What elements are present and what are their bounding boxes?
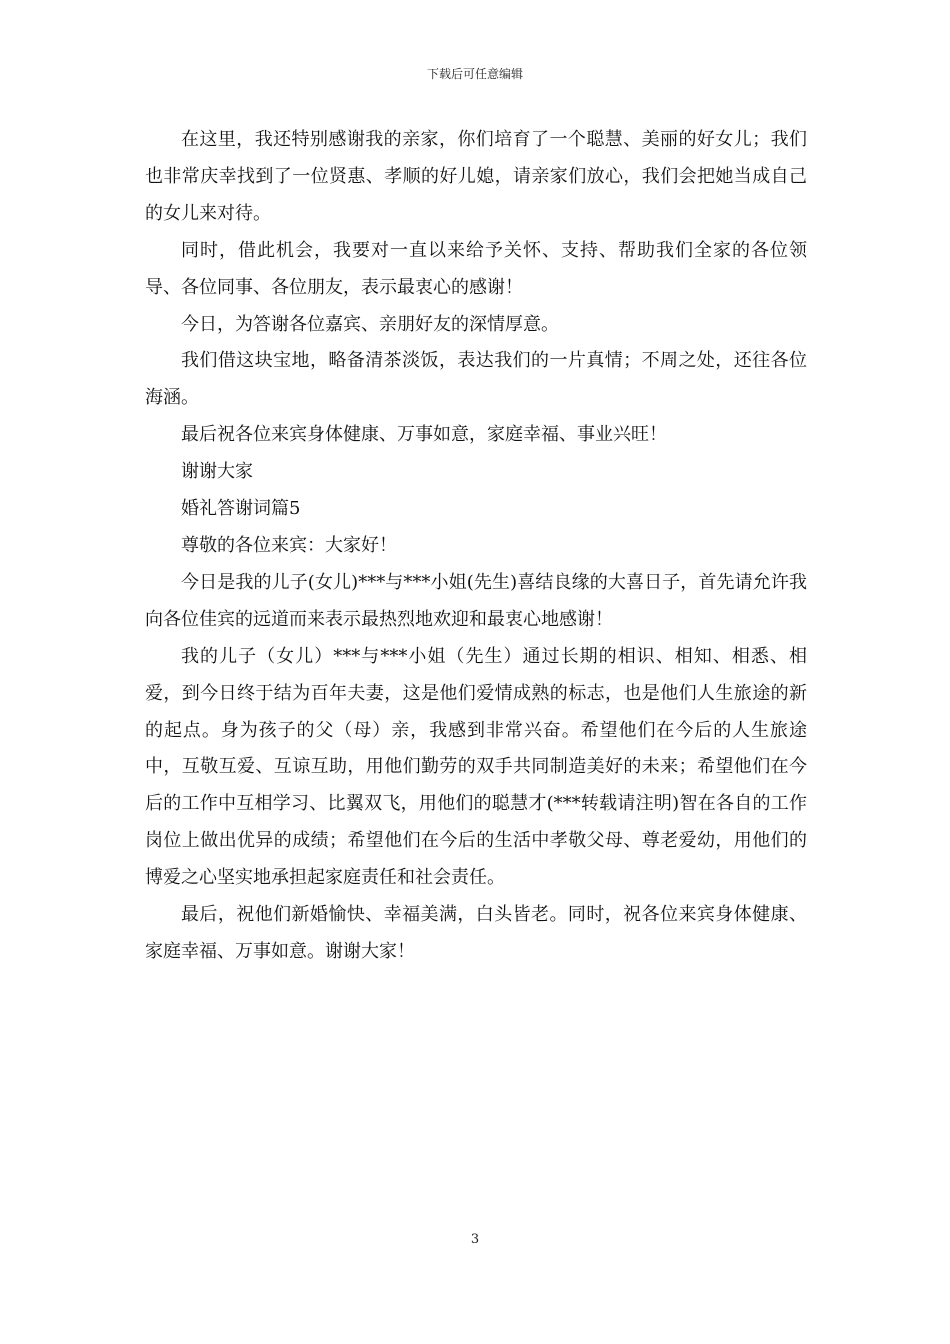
- paragraph-best-wishes: 最后祝各位来宾身体健康、万事如意，家庭幸福、事业兴旺！: [181, 424, 667, 446]
- paragraph-thanks-guests: 今日，为答谢各位嘉宾、亲朋好友的深情厚意。: [181, 313, 559, 335]
- page-number: 3: [470, 1232, 480, 1247]
- paragraph-wishes-for-couple: 我的儿子（女儿）***与***小姐（先生）通过长期的相识、相知、相悉、相爱，到今日终于结为百年夫妻，这是他们爱情成熟的标志，也是他们人生旅途的新的起点。身为孩子的父（母）亲，我感到非常兴奋。希望他们在今后的人生旅途中，互敬互爱、互谅互助，用他们勤劳的双手共同制造美好的未来；希望他们在今后的工作中互相学习、比翼双飞，用他们的聪慧才(***转载请注明)智在各自的工作岗位上做出优异的成绩；希望他们在今后的生活中孝敬父母、尊老爱幼，用他们的博爱之心坚实地承担起家庭责任和社会责任。: [145, 645, 807, 889]
- paragraph-closing: 最后，祝他们新婚愉快、幸福美满，白头皆老。同时，祝各位来宾身体健康、家庭幸福、万事如意。谢谢大家！: [145, 904, 807, 962]
- document-body: [145, 122, 807, 971]
- paragraph-thank-you: 谢谢大家: [181, 461, 253, 483]
- paragraph-greeting: 尊敬的各位来宾：大家好！: [181, 534, 397, 556]
- paragraph-thanks-colleagues: 同时，借此机会，我要对一直以来给予关怀、支持、帮助我们全家的各位领导、各位同事、各位朋友，表示最衷心的感谢！: [145, 239, 807, 298]
- paragraph-banquet: 我们借这块宝地，略备清茶淡饭，表达我们的一片真情；不周之处，还往各位海涵。: [145, 350, 807, 409]
- page-header: 下载后可任意编辑: [426, 67, 523, 81]
- paragraph-welcome: 今日是我的儿子(女儿)***与***小姐(先生)喜结良缘的大喜日子，首先请允许我向各位佳宾的远道而来表示最热烈地欢迎和最衷心地感谢！: [145, 571, 807, 630]
- paragraph-thanks-in-laws: 在这里，我还特别感谢我的亲家，你们培育了一个聪慧、美丽的好女儿；我们也非常庆幸找到了一位贤惠、孝顺的好儿媳，请亲家们放心，我们会把她当成自己的女儿来对待。: [145, 129, 807, 224]
- section-title: 婚礼答谢词篇5: [181, 498, 301, 520]
